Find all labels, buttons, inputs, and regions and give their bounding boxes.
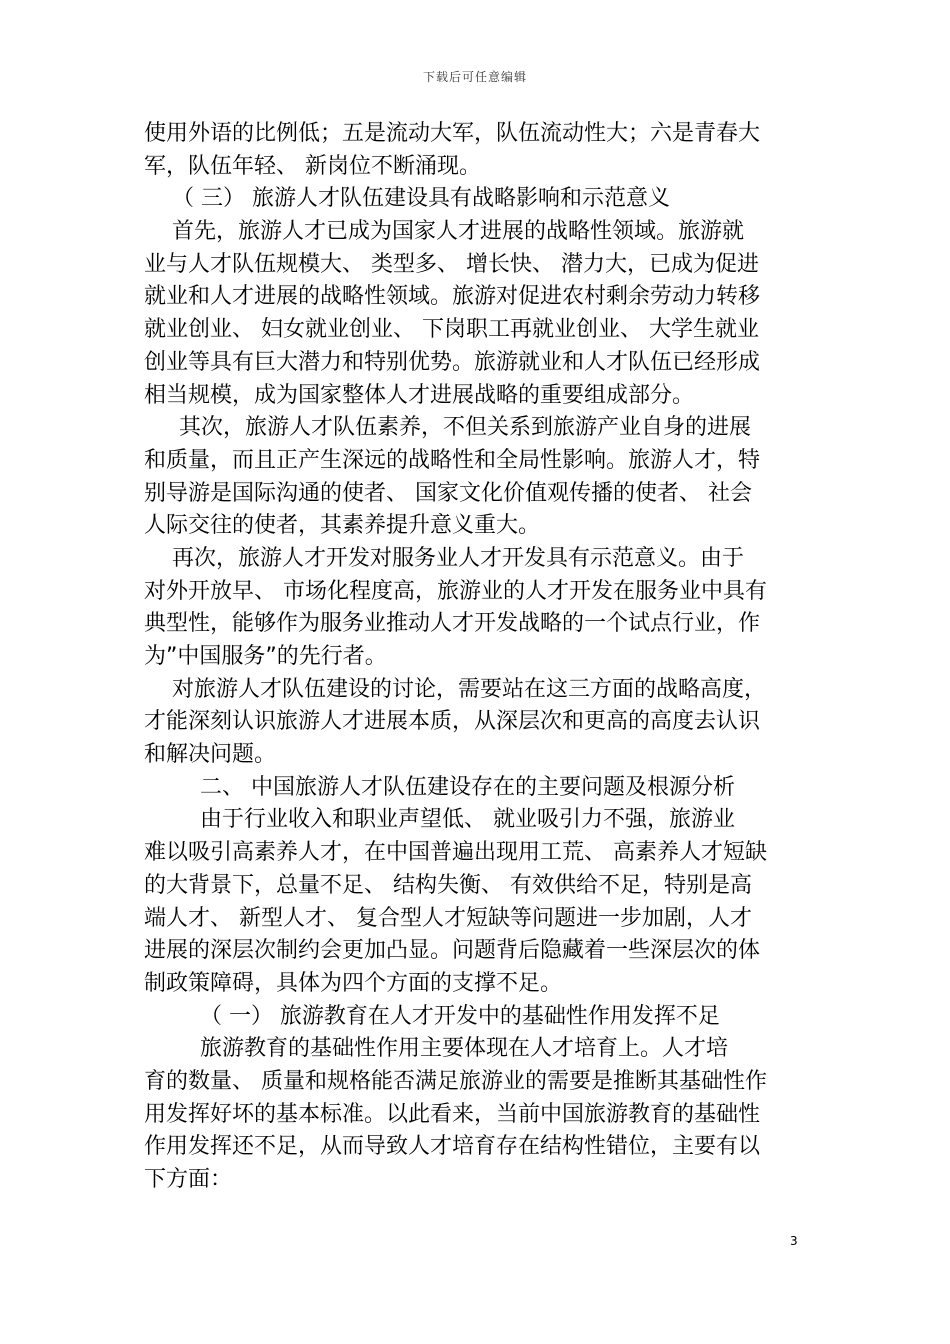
body-line: 为”中国服务”的先行者。 bbox=[144, 644, 387, 669]
body-line: 由于行业收入和职业声望低、 就业吸引力不强，旅游业 bbox=[144, 807, 735, 833]
document-body bbox=[144, 118, 808, 1197]
body-line: 才能深刻认识旅游人才进展本质，从深层次和更高的高度去认识 bbox=[144, 709, 761, 735]
body-line: 的大背景下，总量不足、 结构失衡、 有效供给不足，特别是高 bbox=[144, 872, 752, 898]
body-line: 再次，旅游人才开发对服务业人才开发具有示范意义。由于 bbox=[144, 545, 744, 571]
body-line: 使用外语的比例低；五是流动大军，队伍流动性大；六是青春大 bbox=[144, 121, 761, 146]
body-line: 业与人才队伍规模大、 类型多、 增长快、 潜力大，已成为促进 bbox=[144, 251, 759, 277]
body-line: （ 三） 旅游人才队伍建设具有战略影响和示范意义 bbox=[144, 186, 670, 212]
body-line: 进展的深层次制约会更加凸显。问题背后隐藏着一些深层次的体 bbox=[144, 938, 761, 964]
body-line: （ 一） 旅游教育在人才开发中的基础性作用发挥不足 bbox=[144, 1003, 720, 1029]
body-line: 制政策障碍，具体为四个方面的支撑不足。 bbox=[144, 970, 563, 996]
body-line: 就业创业、 妇女就业创业、 下岗职工再就业创业、 大学生就业 bbox=[144, 317, 759, 343]
body-line: 就业和人才进展的战略性领域。旅游对促进农村剩余劳动力转移 bbox=[144, 284, 761, 310]
body-line: 别导游是国际沟通的使者、 国家文化价值观传播的使者、 社会 bbox=[144, 480, 752, 506]
body-line: 旅游教育的基础性作用主要体现在人才培育上。人才培 bbox=[144, 1036, 728, 1062]
page-header: 下载后可任意编辑 bbox=[422, 70, 527, 84]
body-line: 育的数量、 质量和规格能否满足旅游业的需要是推断其基础性作 bbox=[144, 1068, 767, 1094]
body-line: 难以吸引高素养人才，在中国普遍出现用工荒、 高素养人才短缺 bbox=[144, 840, 767, 866]
body-line: 二、 中国旅游人才队伍建设存在的主要问题及根源分析 bbox=[144, 774, 735, 800]
body-line: 对外开放早、 市场化程度高，旅游业的人才开发在服务业中具有 bbox=[144, 578, 767, 604]
body-line: 军，队伍年轻、 新岗位不断涌现。 bbox=[144, 153, 481, 179]
body-line: 首先，旅游人才已成为国家人才进展的战略性领域。旅游就 bbox=[144, 219, 744, 245]
body-line: 端人才、 新型人才、 复合型人才短缺等问题进一步加剧，人才 bbox=[144, 905, 752, 931]
body-line: 作用发挥还不足，从而导致人才培育存在结构性错位，主要有以 bbox=[144, 1134, 761, 1160]
body-line: 和解决问题。 bbox=[144, 742, 277, 768]
page-number: 3 bbox=[790, 1234, 798, 1248]
body-line: 用发挥好坏的基本标准。以此看来，当前中国旅游教育的基础性 bbox=[144, 1101, 761, 1127]
body-line: 创业等具有巨大潜力和特别优势。旅游就业和人才队伍已经形成 bbox=[144, 349, 761, 375]
body-line: 人际交往的使者，其素养提升意义重大。 bbox=[144, 513, 541, 539]
body-line: 对旅游人才队伍建设的讨论，需要站在这三方面的战略高度， bbox=[144, 676, 766, 702]
body-line: 相当规模，成为国家整体人才进展战略的重要组成部分。 bbox=[144, 382, 695, 408]
body-line: 其次，旅游人才队伍素养，不但关系到旅游产业自身的进展 bbox=[144, 415, 751, 441]
body-line: 和质量，而且正产生深远的战略性和全局性影响。旅游人才，特 bbox=[144, 447, 761, 473]
body-line: 典型性，能够作为服务业推动人才开发战略的一个试点行业，作 bbox=[144, 611, 761, 637]
body-line: 下方面： bbox=[144, 1167, 233, 1192]
